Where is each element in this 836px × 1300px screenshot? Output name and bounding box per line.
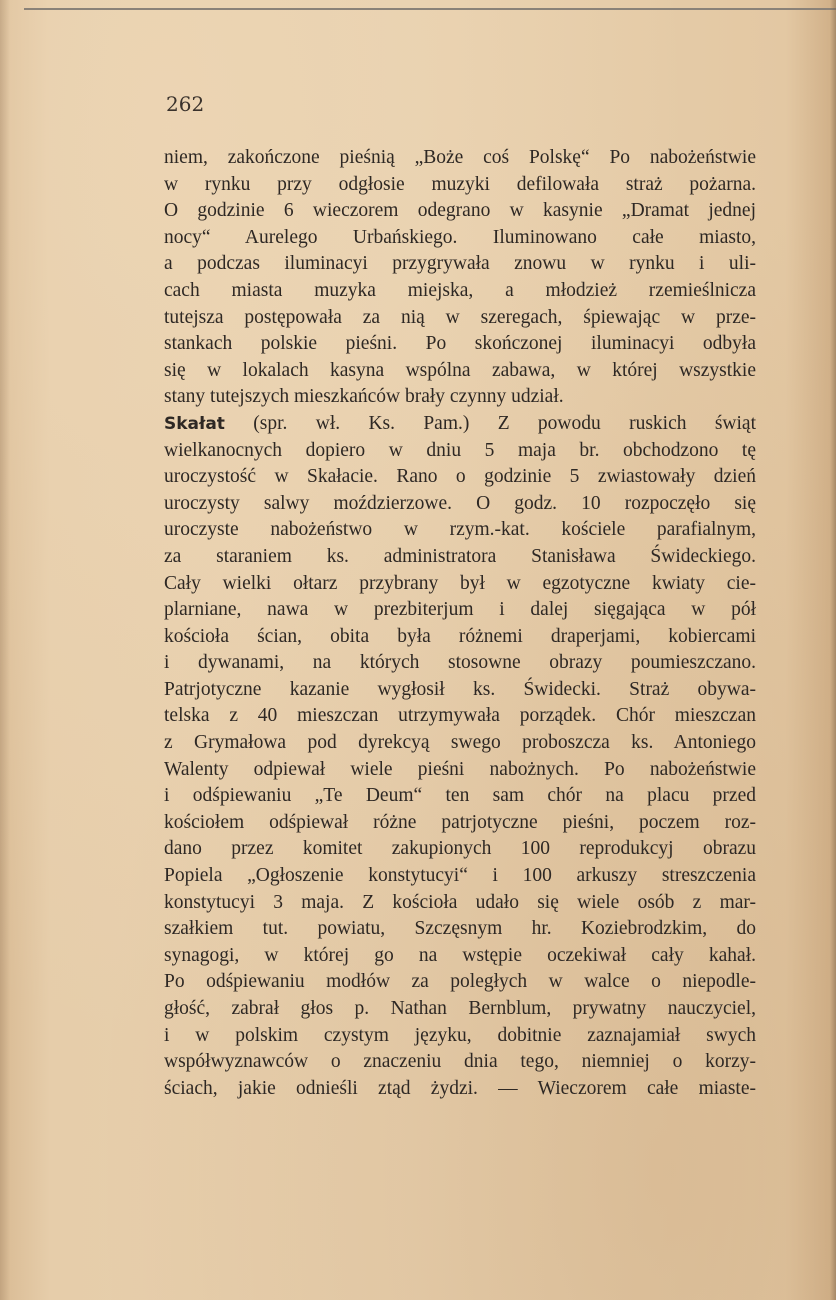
text-line: stankach polskie pieśni. Po skończonej iluminacyi odbyła (164, 333, 756, 355)
text-line: plarniane, nawa w prezbiterjum i dalej sięgająca w pół (164, 599, 756, 621)
text-line: kościoła ścian, obita była różnemi draperjami, kobiercami (164, 625, 756, 647)
text-line: współwyznawców o znaczeniu dnia tego, niemniej o korzy- (164, 1051, 756, 1073)
text-line: i w polskim czystym języku, dobitnie zaznajamiał swych (164, 1024, 756, 1046)
text-line: nocy“ Aurelego Urbańskiego. Iluminowano całe miasto, (164, 226, 756, 248)
page-number: 262 (166, 92, 205, 116)
text-line: uroczystość w Skałacie. Rano o godzinie 5 zwiastowały dzień (164, 466, 756, 488)
page-left-shadow (0, 0, 10, 1300)
text-line: i odśpiewaniu „Te Deum“ ten sam chór na placu przed (164, 785, 756, 807)
text-line: się w lokalach kasyna wspólna zabawa, w której wszystkie (164, 359, 756, 381)
text-line: O godzinie 6 wieczorem odegrano w kasynie „Dramat jednej (164, 200, 756, 222)
text-line: uroczysty salwy moździerzowe. O godz. 10 rozpoczęło się (164, 492, 756, 514)
text-line: synagogi, w której go na wstępie oczekiwał cały kahał. (164, 944, 756, 966)
text-line: telska z 40 mieszczan utrzymywała porządek. Chór mieszczan (164, 705, 756, 727)
text-line: Popiela „Ogłoszenie konstytucyi“ i 100 arkuszy streszczenia (164, 865, 756, 887)
text-line: z Grymałowa pod dyrekcyą swego proboszcza ks. Antoniego (164, 732, 756, 754)
text-line: wielkanocnych dopiero w dniu 5 maja br. obchodzono tę (164, 439, 756, 461)
text-line: Walenty odpiewał wiele pieśni nabożnych. Po nabożeństwie (164, 758, 756, 780)
text-line: stany tutejszych mieszkańców brały czynny udział. (164, 386, 564, 408)
body-text (164, 145, 756, 1102)
text-line: konstytucyi 3 maja. Z kościoła udało się wiele osób z mar- (164, 891, 756, 913)
skalat-paragraph-first-line (164, 411, 756, 438)
text-line: ściach, jakie odnieśli ztąd żydzi. — Wieczorem całe miaste- (164, 1077, 756, 1099)
place-heading-skalat: Skałat (164, 413, 225, 434)
page-right-shadow (830, 0, 836, 1300)
text-line: a podczas iluminacyi przygrywała znowu w rynku i uli- (164, 253, 756, 275)
text-line-rest: (spr. wł. Ks. Pam.) Z powodu ruskich świąt (253, 412, 756, 434)
text-line: kościołem odśpiewał różne patrjotyczne pieśni, poczem roz- (164, 811, 756, 833)
text-line: za staraniem ks. administratora Stanisława Śwideckiego. (164, 545, 756, 567)
text-line: dano przez komitet zakupionych 100 reprodukcyj obrazu (164, 838, 756, 860)
text-line: tutejsza postępowała za nią w szeregach, śpiewając w prze- (164, 306, 756, 328)
text-line: szałkiem tut. powiatu, Szczęsnym hr. Koziebrodzkim, do (164, 918, 756, 940)
text-line: cach miasta muzyka miejska, a młodzież rzemieślnicza (164, 279, 756, 301)
text-line: głość, zabrał głos p. Nathan Bernblum, prywatny nauczyciel, (164, 998, 756, 1019)
text-line: Patrjotyczne kazanie wygłosił ks. Świdecki. Straż obywa- (164, 678, 756, 700)
text-line: uroczyste nabożeństwo w rzym.-kat. kościele parafialnym, (164, 519, 756, 541)
top-border-line (24, 8, 836, 10)
text-line: i dywanami, na których stosowne obrazy poumieszczano. (164, 652, 756, 674)
text-line: Cały wielki ołtarz przybrany był w egzotyczne kwiaty cie- (164, 572, 756, 594)
text-line: niem, zakończone pieśnią „Boże coś Polskę“ Po nabożeństwie (164, 147, 756, 168)
text-line: Po odśpiewaniu modłów za poległych w walce o niepodle- (164, 971, 756, 993)
text-line: w rynku przy odgłosie muzyki defilowała straż pożarna. (164, 173, 756, 195)
